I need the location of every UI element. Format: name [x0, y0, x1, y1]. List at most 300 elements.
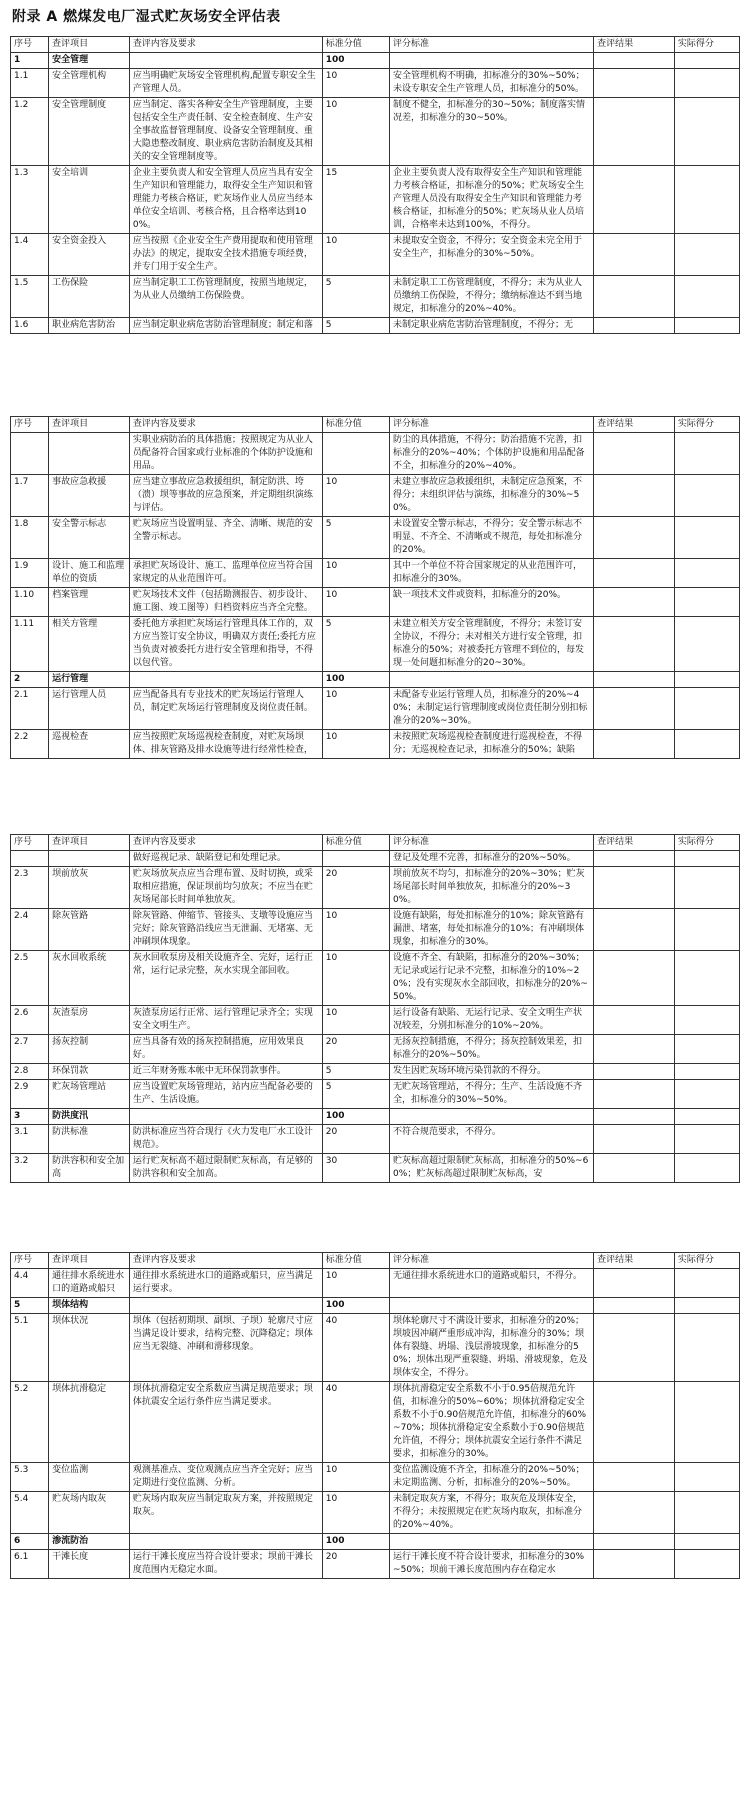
- check-item-cell: 防洪容积和安全加高: [49, 1154, 130, 1183]
- check-item-cell: 巡视检查: [49, 730, 130, 759]
- table-section-row: [11, 1298, 740, 1314]
- row-number-cell: 1: [11, 53, 49, 69]
- check-content-cell: 承担贮灰场设计、施工、监理单位应当符合国家规定的从业范围许可。: [129, 559, 322, 588]
- check-item-cell: 除灰管路: [49, 909, 130, 951]
- scoring-standard-cell: 未制定职工工伤管理制度，不得分；未为从业人员缴纳工伤保险，不得分；缴纳标准达不到当地规定，扣标准分的20%~40%。: [390, 276, 594, 318]
- table-header-row: [11, 835, 740, 851]
- header-cell: 评分标准: [390, 417, 594, 433]
- standard-score-cell: 5: [322, 517, 389, 559]
- check-item-cell: 安全管理制度: [49, 98, 130, 166]
- check-content-cell: 应当建立事故应急救援组织，制定防洪、垮（溃）坝等事故的应急预案，并定期组织演练与评估。: [129, 475, 322, 517]
- check-content-cell: 应当按照《企业安全生产费用提取和使用管理办法》的规定，提取安全技术措施专项经费，并专门用于安全生产。: [129, 234, 322, 276]
- actual-score-cell[interactable]: [674, 234, 739, 276]
- check-content-cell: 企业主要负责人和安全管理人员应当具有安全生产知识和管理能力，取得安全生产知识和管理能力考核合格证，贮灰场作业人员应当经本单位安全培训、考核合格，且合格率达到100%。: [129, 166, 322, 234]
- actual-score-cell[interactable]: [674, 1534, 739, 1550]
- table-section-row: [11, 1109, 740, 1125]
- row-number-cell: 2.9: [11, 1080, 49, 1109]
- check-content-cell: 应当设置贮灰场管理站，站内应当配备必要的生产、生活设施。: [129, 1080, 322, 1109]
- table-row: [11, 318, 740, 334]
- scoring-standard-cell: 其中一个单位不符合国家规定的从业范围许可，扣标准分的30%。: [390, 559, 594, 588]
- actual-score-cell[interactable]: [674, 1314, 739, 1382]
- header-cell: 序号: [11, 835, 49, 851]
- table-row: [11, 730, 740, 759]
- standard-score-cell: 10: [322, 1492, 389, 1534]
- check-result-cell[interactable]: [594, 98, 675, 166]
- check-content-cell: [129, 1109, 322, 1125]
- table-section-row: [11, 672, 740, 688]
- check-result-cell[interactable]: [594, 166, 675, 234]
- actual-score-cell[interactable]: [674, 1080, 739, 1109]
- table-row: [11, 951, 740, 1006]
- scoring-standard-cell: [390, 672, 594, 688]
- check-result-cell[interactable]: [594, 53, 675, 69]
- actual-score-cell[interactable]: [674, 1064, 739, 1080]
- table-row: [11, 1269, 740, 1298]
- table-row: [11, 276, 740, 318]
- row-number-cell: 4.4: [11, 1269, 49, 1298]
- table-row: [11, 1550, 740, 1579]
- actual-score-cell[interactable]: [674, 1006, 739, 1035]
- standard-score-cell: 20: [322, 1035, 389, 1064]
- check-content-cell: 应当配备具有专业技术的贮灰场运行管理人员，制定贮灰场运行管理制度及岗位责任制。: [129, 688, 322, 730]
- scoring-standard-cell: 未提取安全资金，不得分；安全资金未完全用于安全生产，扣标准分的30%~50%。: [390, 234, 594, 276]
- standard-score-cell: 30: [322, 1154, 389, 1183]
- standard-score-cell: 100: [322, 1298, 389, 1314]
- scoring-standard-cell: 运行设备有缺陷、无运行记录、安全文明生产状况较差，分别扣标准分的10%~20%。: [390, 1006, 594, 1035]
- check-content-cell: 应当按照贮灰场巡视检查制度，对贮灰场坝体、排灰管路及排水设施等进行经常性检查，: [129, 730, 322, 759]
- row-number-cell: 2: [11, 672, 49, 688]
- scoring-standard-cell: 未建立相关方安全管理制度，不得分；未签订安全协议，不得分；未对相关方进行安全管理，扣标准分的50%；对被委托方管理不到位的，每发现一处问题扣标准分的20~30%。: [390, 617, 594, 672]
- check-item-cell: 灰水回收系统: [49, 951, 130, 1006]
- standard-score-cell: 10: [322, 1463, 389, 1492]
- row-number-cell: 2.2: [11, 730, 49, 759]
- actual-score-cell[interactable]: [674, 166, 739, 234]
- check-content-cell: 坝体抗滑稳定安全系数应当满足规范要求；坝体抗震安全运行条件应当满足要求。: [129, 1382, 322, 1463]
- header-cell: 评分标准: [390, 835, 594, 851]
- check-content-cell: [129, 53, 322, 69]
- row-number-cell: 3.2: [11, 1154, 49, 1183]
- check-item-cell: 通往排水系统进水口的道路或船只: [49, 1269, 130, 1298]
- check-content-cell: 委托他方承担贮灰场运行管理具体工作的，双方应当签订安全协议，明确双方责任;委托方应当负责对被委托方进行安全管理和指导，不得以包代管。: [129, 617, 322, 672]
- header-cell: 评分标准: [390, 37, 594, 53]
- table-row: [11, 688, 740, 730]
- check-item-cell: 贮灰场管理站: [49, 1080, 130, 1109]
- table-row: [11, 166, 740, 234]
- check-result-cell[interactable]: [594, 1154, 675, 1183]
- check-item-cell: 安全管理机构: [49, 69, 130, 98]
- check-content-cell: 坝体（包括初期坝、副坝、子坝）轮廓尺寸应当满足设计要求，结构完整、沉降稳定；坝体应当无裂缝、冲刷和滑移现象。: [129, 1314, 322, 1382]
- header-cell: 标准分值: [322, 37, 389, 53]
- check-result-cell[interactable]: [594, 559, 675, 588]
- actual-score-cell[interactable]: [674, 1463, 739, 1492]
- check-item-cell: 安全培训: [49, 166, 130, 234]
- actual-score-cell[interactable]: [674, 98, 739, 166]
- actual-score-cell[interactable]: [674, 53, 739, 69]
- row-number-cell: 1.6: [11, 318, 49, 334]
- check-result-cell[interactable]: [594, 1006, 675, 1035]
- check-content-cell: 近三年财务账本帐中无环保罚款事件。: [129, 1064, 322, 1080]
- row-number-cell: 2.7: [11, 1035, 49, 1064]
- row-number-cell: 1.7: [11, 475, 49, 517]
- actual-score-cell[interactable]: [674, 1109, 739, 1125]
- check-item-cell: 干滩长度: [49, 1550, 130, 1579]
- check-item-cell: 职业病危害防治: [49, 318, 130, 334]
- standard-score-cell: 10: [322, 951, 389, 1006]
- check-result-cell[interactable]: [594, 1269, 675, 1298]
- actual-score-cell[interactable]: [674, 867, 739, 909]
- check-result-cell[interactable]: [594, 909, 675, 951]
- header-cell: 查评项目: [49, 835, 130, 851]
- standard-score-cell: [322, 851, 389, 867]
- check-result-cell[interactable]: [594, 69, 675, 98]
- check-item-cell: 扬灰控制: [49, 1035, 130, 1064]
- standard-score-cell: 15: [322, 166, 389, 234]
- actual-score-cell[interactable]: [674, 851, 739, 867]
- scoring-standard-cell: 企业主要负责人没有取得安全生产知识和管理能力考核合格证，扣标准分的50%；贮灰场安全生产管理人员没有取得安全生产知识和管理能力考核合格证，扣标准分的50%；贮灰场从业人员培训，合格率未达到100%，不得分。: [390, 166, 594, 234]
- check-content-cell: 运行干滩长度应当符合设计要求；坝前干滩长度范围内无稳定水面。: [129, 1550, 322, 1579]
- scoring-standard-cell: 无贮灰场管理站，不得分；生产、生活设施不齐全，扣标准分的30%~50%。: [390, 1080, 594, 1109]
- check-result-cell[interactable]: [594, 475, 675, 517]
- check-item-cell: 事故应急救援: [49, 475, 130, 517]
- standard-score-cell: 10: [322, 234, 389, 276]
- check-item-cell: 安全资金投入: [49, 234, 130, 276]
- table-header-row: [11, 1253, 740, 1269]
- scoring-standard-cell: [390, 1109, 594, 1125]
- check-result-cell[interactable]: [594, 867, 675, 909]
- table-row: [11, 517, 740, 559]
- table-row: [11, 559, 740, 588]
- standard-score-cell: 5: [322, 617, 389, 672]
- header-cell: 实际得分: [674, 835, 739, 851]
- table-section-row: [11, 1534, 740, 1550]
- header-cell: 实际得分: [674, 37, 739, 53]
- row-number-cell: 6: [11, 1534, 49, 1550]
- standard-score-cell: 20: [322, 1550, 389, 1579]
- table-row: [11, 851, 740, 867]
- actual-score-cell[interactable]: [674, 672, 739, 688]
- check-content-cell: 防洪标准应当符合现行《火力发电厂水工设计规范》。: [129, 1125, 322, 1154]
- check-result-cell[interactable]: [594, 234, 675, 276]
- assessment-table-segment-1: [10, 36, 740, 334]
- table-row: [11, 909, 740, 951]
- table-row: [11, 1382, 740, 1463]
- header-cell: 查评结果: [594, 417, 675, 433]
- check-result-cell[interactable]: [594, 433, 675, 475]
- check-result-cell[interactable]: [594, 318, 675, 334]
- table-header-row: [11, 417, 740, 433]
- header-cell: 查评结果: [594, 1253, 675, 1269]
- check-content-cell: 应当制定职工工伤管理制度，按照当地规定，为从业人员缴纳工伤保险费。: [129, 276, 322, 318]
- header-cell: 标准分值: [322, 417, 389, 433]
- actual-score-cell[interactable]: [674, 1125, 739, 1154]
- check-item-cell: 工伤保险: [49, 276, 130, 318]
- table-row: [11, 1035, 740, 1064]
- row-number-cell: 5.4: [11, 1492, 49, 1534]
- actual-score-cell[interactable]: [674, 1269, 739, 1298]
- check-item-cell: 坝体状况: [49, 1314, 130, 1382]
- scoring-standard-cell: 发生因贮灰场环境污染罚款的不得分。: [390, 1064, 594, 1080]
- standard-score-cell: 5: [322, 276, 389, 318]
- check-result-cell[interactable]: [594, 730, 675, 759]
- scoring-standard-cell: 运行干滩长度不符合设计要求，扣标准分的30%~50%；坝前干滩长度范围内存在稳定水: [390, 1550, 594, 1579]
- check-item-cell: 环保罚款: [49, 1064, 130, 1080]
- table-section-row: [11, 53, 740, 69]
- scoring-standard-cell: 不符合规范要求，不得分。: [390, 1125, 594, 1154]
- row-number-cell: 2.3: [11, 867, 49, 909]
- standard-score-cell: 10: [322, 688, 389, 730]
- scoring-standard-cell: 坝体抗滑稳定安全系数不小于0.95倍规范允许值，扣标准分的50%~60%；坝体抗滑稳定安全系数不小于0.90倍规范允许值，扣标准分的60%~70%；坝体抗滑稳定安全系数小于0.90倍规范允许值，不得分；坝体抗震安全运行条件不满足要求，扣标准分的30%。: [390, 1382, 594, 1463]
- scoring-standard-cell: 缺一项技术文件或资料，扣标准分的20%。: [390, 588, 594, 617]
- actual-score-cell[interactable]: [674, 1035, 739, 1064]
- check-result-cell[interactable]: [594, 617, 675, 672]
- scoring-standard-cell: 未配备专业运行管理人员，扣标准分的20%~40%；未制定运行管理制度或岗位责任制分别扣标准分的20%~30%。: [390, 688, 594, 730]
- actual-score-cell[interactable]: [674, 1298, 739, 1314]
- header-cell: 查评内容及要求: [129, 37, 322, 53]
- standard-score-cell: 10: [322, 69, 389, 98]
- row-number-cell: 5.1: [11, 1314, 49, 1382]
- standard-score-cell: 100: [322, 53, 389, 69]
- standard-score-cell: 10: [322, 730, 389, 759]
- row-number-cell: 2.1: [11, 688, 49, 730]
- check-item-cell: 运行管理: [49, 672, 130, 688]
- row-number-cell: 2.4: [11, 909, 49, 951]
- row-number-cell: [11, 433, 49, 475]
- check-result-cell[interactable]: [594, 1125, 675, 1154]
- actual-score-cell[interactable]: [674, 433, 739, 475]
- header-cell: 标准分值: [322, 835, 389, 851]
- check-content-cell: 贮灰场应当设置明显、齐全、清晰、规范的安全警示标志。: [129, 517, 322, 559]
- check-item-cell: 坝体结构: [49, 1298, 130, 1314]
- actual-score-cell[interactable]: [674, 1382, 739, 1463]
- actual-score-cell[interactable]: [674, 688, 739, 730]
- check-result-cell[interactable]: [594, 1298, 675, 1314]
- table-row: [11, 1080, 740, 1109]
- check-content-cell: 通往排水系统进水口的道路或船只，应当满足运行要求。: [129, 1269, 322, 1298]
- check-result-cell[interactable]: [594, 688, 675, 730]
- check-result-cell[interactable]: [594, 1463, 675, 1492]
- actual-score-cell[interactable]: [674, 951, 739, 1006]
- check-result-cell[interactable]: [594, 1550, 675, 1579]
- table-row: [11, 433, 740, 475]
- actual-score-cell[interactable]: [674, 1492, 739, 1534]
- scoring-standard-cell: 坝前放灰不均匀，扣标准分的20%~30%；贮灰场尾部长时间单独放灰，扣标准分的20%~30%。: [390, 867, 594, 909]
- standard-score-cell: 100: [322, 1109, 389, 1125]
- row-number-cell: 5.2: [11, 1382, 49, 1463]
- standard-score-cell: 10: [322, 1006, 389, 1035]
- standard-score-cell: 10: [322, 559, 389, 588]
- table-row: [11, 98, 740, 166]
- assessment-table-segment-2: [10, 416, 740, 759]
- row-number-cell: 2.5: [11, 951, 49, 1006]
- scoring-standard-cell: 登记及处理不完善，扣标准分的20%~50%。: [390, 851, 594, 867]
- check-result-cell[interactable]: [594, 1534, 675, 1550]
- scoring-standard-cell: 防尘的具体措施，不得分；防治措施不完善，扣标准分的20%~40%；个体防护设施和用品配备不全，扣标准分的20%~40%。: [390, 433, 594, 475]
- standard-score-cell: 10: [322, 1269, 389, 1298]
- row-number-cell: 1.3: [11, 166, 49, 234]
- actual-score-cell[interactable]: [674, 730, 739, 759]
- row-number-cell: 1.2: [11, 98, 49, 166]
- check-content-cell: 应当制定、落实各种安全生产管理制度，主要包括安全生产责任制、安全检查制度、生产安全事故监督管理制度、设备安全管理制度、重大隐患整改制度、职业病危害防治制度及其相关的安全管理制度等。: [129, 98, 322, 166]
- row-number-cell: 1.9: [11, 559, 49, 588]
- check-content-cell: 应当制定职业病危害防治管理制度；制定和落: [129, 318, 322, 334]
- table-row: [11, 1463, 740, 1492]
- table-row: [11, 475, 740, 517]
- check-result-cell[interactable]: [594, 1035, 675, 1064]
- table-row: [11, 1006, 740, 1035]
- actual-score-cell[interactable]: [674, 1154, 739, 1183]
- check-item-cell: [49, 433, 130, 475]
- check-item-cell: 运行管理人员: [49, 688, 130, 730]
- actual-score-cell[interactable]: [674, 276, 739, 318]
- scoring-standard-cell: 无通往排水系统进水口的道路或船只，不得分。: [390, 1269, 594, 1298]
- header-cell: 查评内容及要求: [129, 835, 322, 851]
- row-number-cell: 1.4: [11, 234, 49, 276]
- standard-score-cell: 100: [322, 672, 389, 688]
- check-item-cell: 灰渣泵房: [49, 1006, 130, 1035]
- table-row: [11, 234, 740, 276]
- header-cell: 查评结果: [594, 37, 675, 53]
- header-cell: 实际得分: [674, 417, 739, 433]
- header-cell: 评分标准: [390, 1253, 594, 1269]
- actual-score-cell[interactable]: [674, 318, 739, 334]
- scoring-standard-cell: [390, 1298, 594, 1314]
- check-result-cell[interactable]: [594, 1109, 675, 1125]
- check-result-cell[interactable]: [594, 588, 675, 617]
- scoring-standard-cell: 设施有缺陷，每处扣标准分的10%；除灰管路有漏泄、堵塞，每处扣标准分的10%；有冲刷坝体现象，扣标准分的30%。: [390, 909, 594, 951]
- row-number-cell: 3.1: [11, 1125, 49, 1154]
- table-row: [11, 617, 740, 672]
- standard-score-cell: 10: [322, 475, 389, 517]
- actual-score-cell[interactable]: [674, 617, 739, 672]
- row-number-cell: 2.6: [11, 1006, 49, 1035]
- header-cell: 查评结果: [594, 835, 675, 851]
- check-item-cell: 防洪度汛: [49, 1109, 130, 1125]
- check-content-cell: [129, 1298, 322, 1314]
- header-cell: 序号: [11, 417, 49, 433]
- check-content-cell: 做好巡视记录、缺陷登记和处理记录。: [129, 851, 322, 867]
- scoring-standard-cell: 坝体轮廓尺寸不满设计要求，扣标准分的20%；坝坡因冲刷严重形成冲沟，扣标准分的30%；坝体有裂缝、坍塌、浅层滑坡现象，扣标准分的50%；坝体出现严重裂缝、坍塌、滑坡现象，危及坝体安全，不得分。: [390, 1314, 594, 1382]
- row-number-cell: 1.8: [11, 517, 49, 559]
- actual-score-cell[interactable]: [674, 559, 739, 588]
- check-item-cell: [49, 851, 130, 867]
- scoring-standard-cell: 未按照贮灰场巡视检查制度进行巡视检查，不得分；无巡视检查记录，扣标准分的50%；缺陷: [390, 730, 594, 759]
- check-result-cell[interactable]: [594, 276, 675, 318]
- check-result-cell[interactable]: [594, 1080, 675, 1109]
- row-number-cell: 1.5: [11, 276, 49, 318]
- scoring-standard-cell: 未制定取灰方案，不得分；取灰危及坝体安全，不得分；未按照规定在贮灰场内取灰，扣标准分的20%~40%。: [390, 1492, 594, 1534]
- check-item-cell: 安全警示标志: [49, 517, 130, 559]
- check-item-cell: 防洪标准: [49, 1125, 130, 1154]
- scoring-standard-cell: 制度不健全，扣标准分的30~50%；制度落实情况差，扣标准分的30~50%。: [390, 98, 594, 166]
- check-result-cell[interactable]: [594, 672, 675, 688]
- check-item-cell: 档案管理: [49, 588, 130, 617]
- table-row: [11, 588, 740, 617]
- check-content-cell: [129, 1534, 322, 1550]
- actual-score-cell[interactable]: [674, 1550, 739, 1579]
- actual-score-cell[interactable]: [674, 588, 739, 617]
- actual-score-cell[interactable]: [674, 69, 739, 98]
- check-content-cell: 贮灰场放灰点应当合理布置、及时切换，或采取相应措施，保证坝前均匀放灰；不应当在贮灰场尾部长时间单独放灰。: [129, 867, 322, 909]
- actual-score-cell[interactable]: [674, 909, 739, 951]
- scoring-standard-cell: [390, 53, 594, 69]
- actual-score-cell[interactable]: [674, 517, 739, 559]
- standard-score-cell: 10: [322, 98, 389, 166]
- scoring-standard-cell: 未建立事故应急救援组织，未制定应急预案，不得分；未组织评估与演练，扣标准分的30%~50%。: [390, 475, 594, 517]
- row-number-cell: 1.11: [11, 617, 49, 672]
- assessment-table-segment-3: [10, 834, 740, 1183]
- check-content-cell: 灰渣泵房运行正常、运行管理记录齐全；实现安全文明生产。: [129, 1006, 322, 1035]
- header-cell: 实际得分: [674, 1253, 739, 1269]
- standard-score-cell: 20: [322, 1125, 389, 1154]
- header-cell: 标准分值: [322, 1253, 389, 1269]
- check-item-cell: 坝前放灰: [49, 867, 130, 909]
- scoring-standard-cell: 未制定职业病危害防治管理制度，不得分；无: [390, 318, 594, 334]
- standard-score-cell: 5: [322, 1080, 389, 1109]
- table-row: [11, 1314, 740, 1382]
- table-header-row: [11, 37, 740, 53]
- check-content-cell: 贮灰场技术文件（包括勘测报告、初步设计、施工图、竣工图等）归档资料应当齐全完整。: [129, 588, 322, 617]
- check-content-cell: 应当明确贮灰场安全管理机构,配置专职安全生产管理人员。: [129, 69, 322, 98]
- standard-score-cell: 40: [322, 1314, 389, 1382]
- row-number-cell: 5: [11, 1298, 49, 1314]
- standard-score-cell: [322, 433, 389, 475]
- check-result-cell[interactable]: [594, 1064, 675, 1080]
- check-result-cell[interactable]: [594, 851, 675, 867]
- check-result-cell[interactable]: [594, 1382, 675, 1463]
- header-cell: 查评内容及要求: [129, 417, 322, 433]
- row-number-cell: 3: [11, 1109, 49, 1125]
- check-item-cell: 变位监测: [49, 1463, 130, 1492]
- standard-score-cell: 10: [322, 588, 389, 617]
- header-cell: 序号: [11, 1253, 49, 1269]
- scoring-standard-cell: 贮灰标高超过限制贮灰标高，扣标准分的50%~60%；贮灰标高超过限制贮灰标高，安: [390, 1154, 594, 1183]
- check-item-cell: 渗流防治: [49, 1534, 130, 1550]
- check-result-cell[interactable]: [594, 951, 675, 1006]
- check-result-cell[interactable]: [594, 1492, 675, 1534]
- row-number-cell: 2.8: [11, 1064, 49, 1080]
- table-row: [11, 1125, 740, 1154]
- row-number-cell: [11, 851, 49, 867]
- check-result-cell[interactable]: [594, 1314, 675, 1382]
- check-content-cell: 实职业病防治的具体措施；按照规定为从业人员配备符合国家或行业标准的个体防护设施和用品。: [129, 433, 322, 475]
- table-row: [11, 69, 740, 98]
- check-item-cell: 贮灰场内取灰: [49, 1492, 130, 1534]
- table-row: [11, 1154, 740, 1183]
- actual-score-cell[interactable]: [674, 475, 739, 517]
- standard-score-cell: 10: [322, 909, 389, 951]
- check-result-cell[interactable]: [594, 517, 675, 559]
- row-number-cell: 1.1: [11, 69, 49, 98]
- header-cell: 查评项目: [49, 1253, 130, 1269]
- scoring-standard-cell: 变位监测设施不齐全，扣标准分的20%~50%；未定期监测、分析，扣标准分的20%~50%。: [390, 1463, 594, 1492]
- table-row: [11, 1064, 740, 1080]
- row-number-cell: 1.10: [11, 588, 49, 617]
- scoring-standard-cell: [390, 1534, 594, 1550]
- header-cell: 查评项目: [49, 417, 130, 433]
- row-number-cell: 6.1: [11, 1550, 49, 1579]
- standard-score-cell: 100: [322, 1534, 389, 1550]
- standard-score-cell: 5: [322, 1064, 389, 1080]
- standard-score-cell: 40: [322, 1382, 389, 1463]
- scoring-standard-cell: 无扬灰控制措施，不得分；扬灰控制效果差，扣标准分的20%~50%。: [390, 1035, 594, 1064]
- check-item-cell: 相关方管理: [49, 617, 130, 672]
- standard-score-cell: 5: [322, 318, 389, 334]
- check-content-cell: [129, 672, 322, 688]
- check-item-cell: 设计、施工和监理单位的资质: [49, 559, 130, 588]
- table-row: [11, 867, 740, 909]
- check-item-cell: 安全管理: [49, 53, 130, 69]
- table-row: [11, 1492, 740, 1534]
